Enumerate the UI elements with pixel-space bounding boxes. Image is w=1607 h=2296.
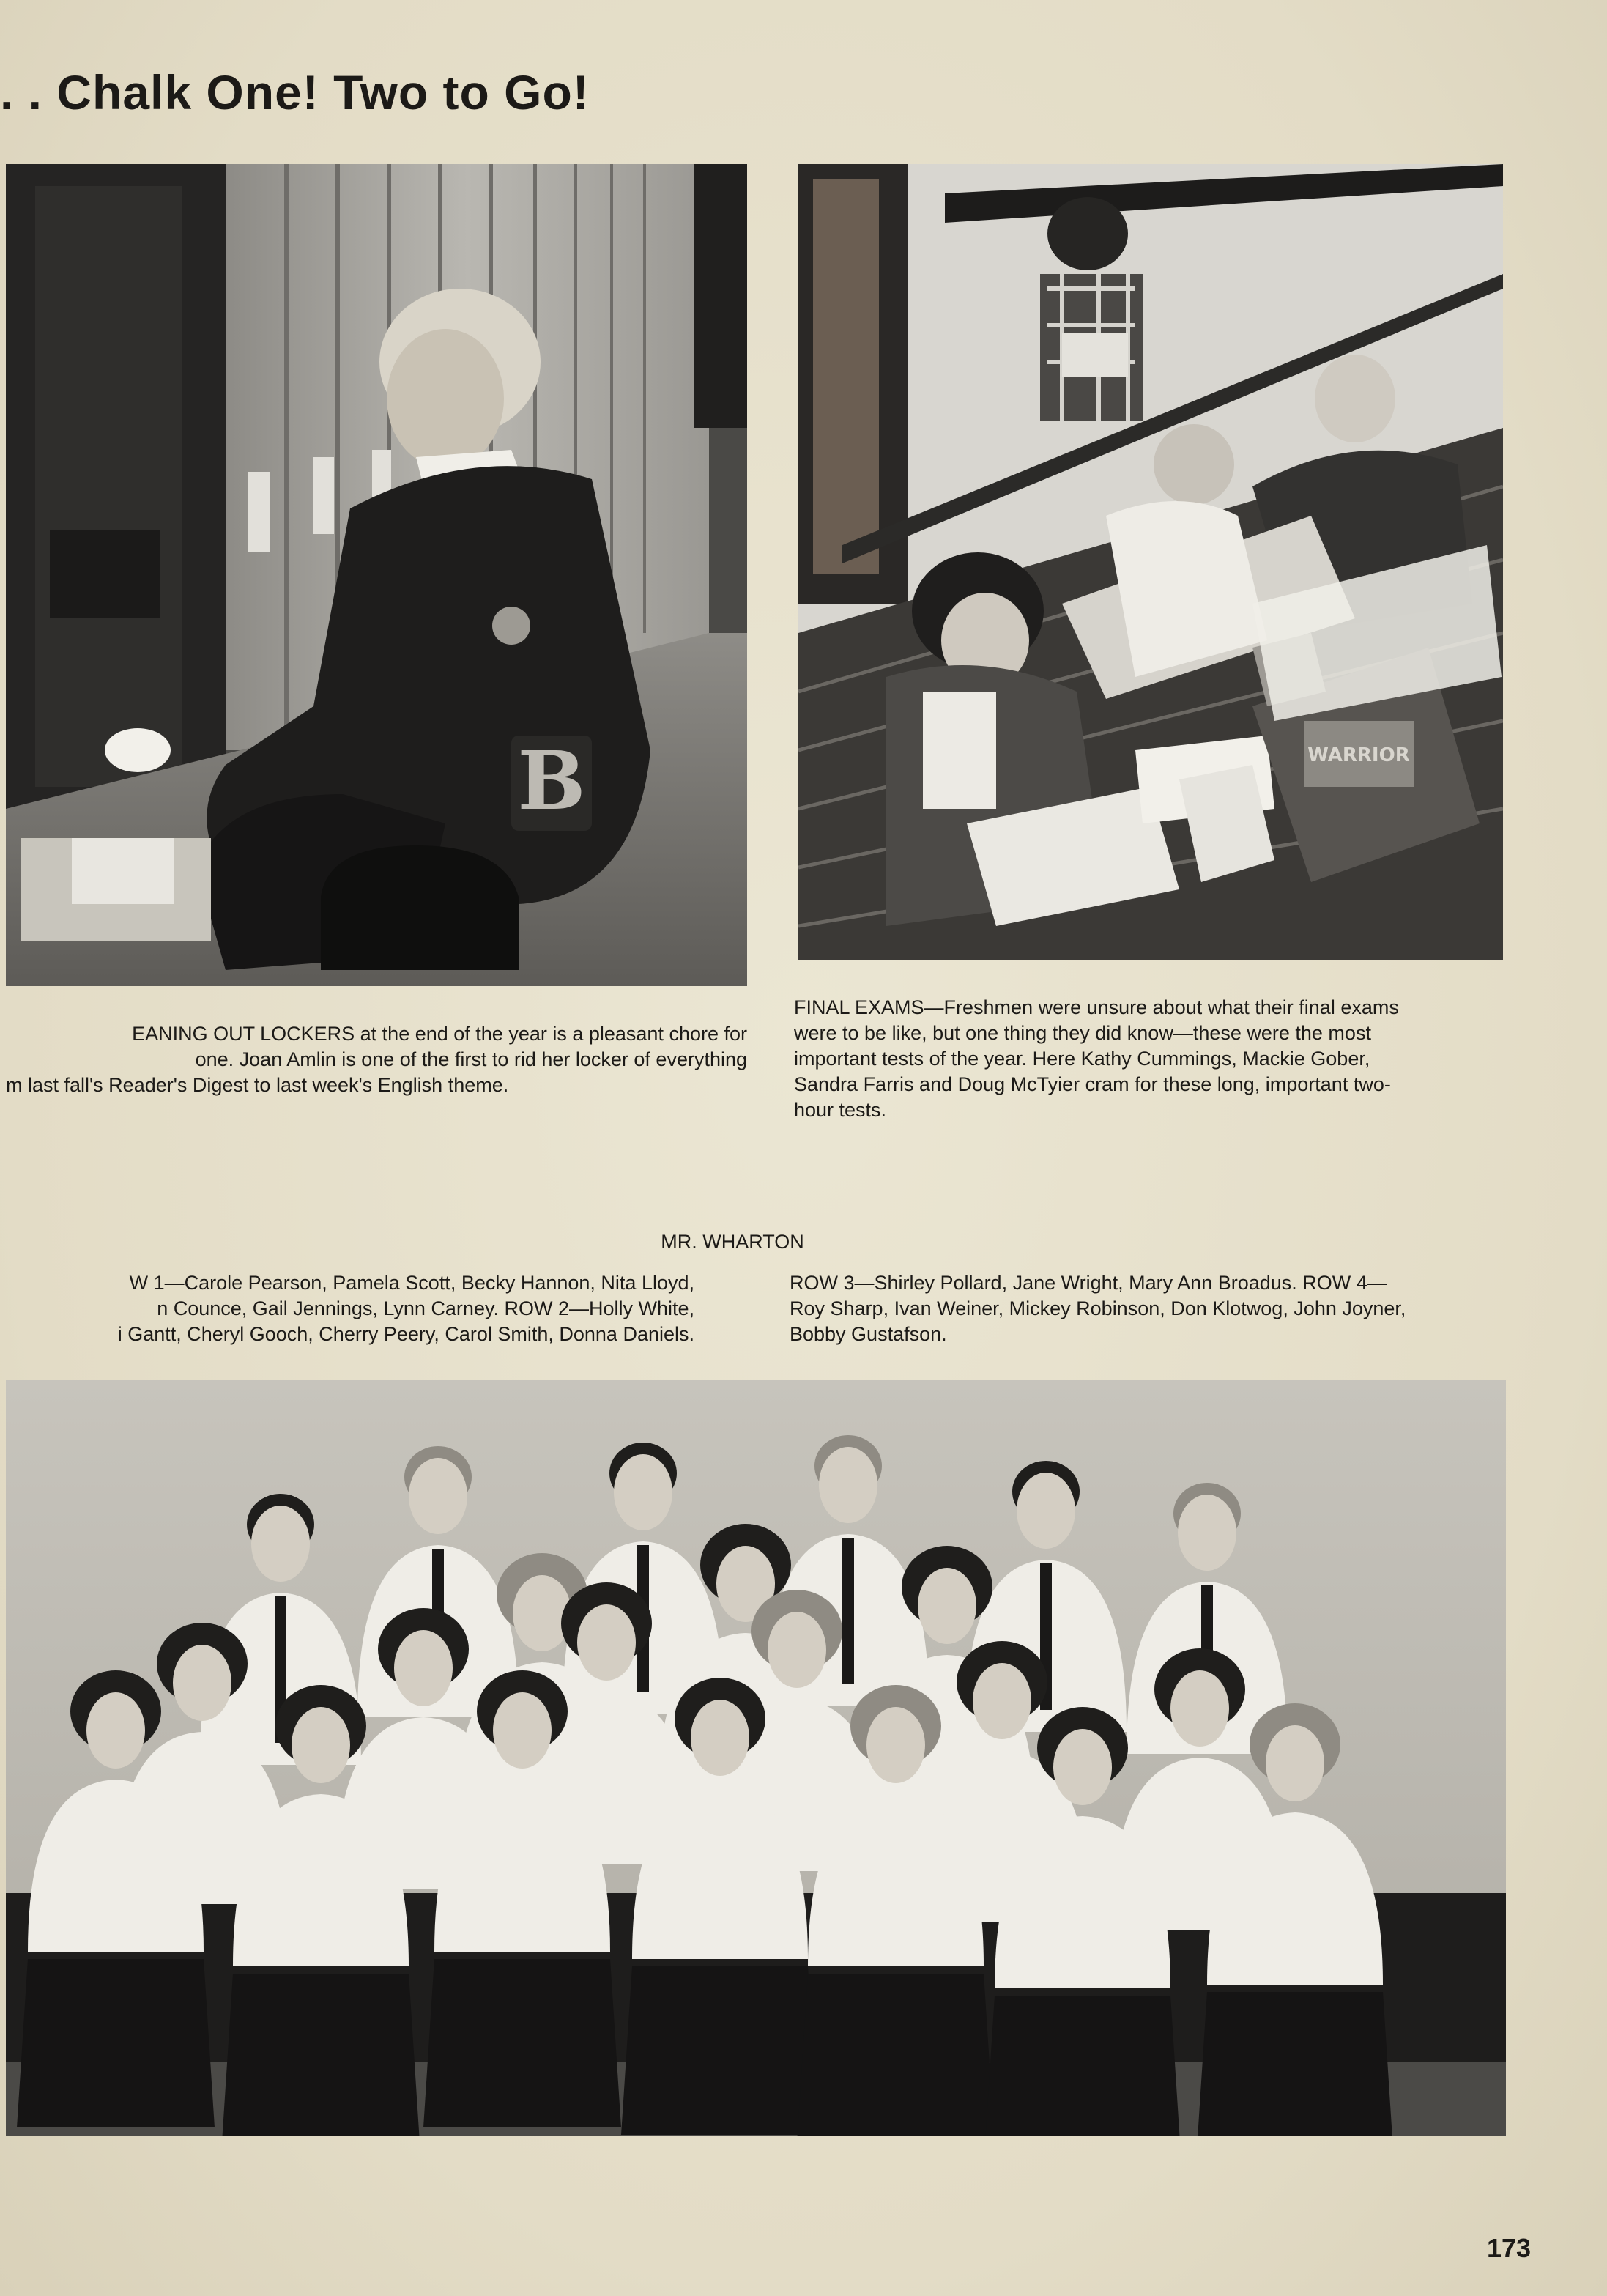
exams-caption-line: FINAL EXAMS—Freshmen were unsure about what their final exams [794, 996, 1399, 1018]
skirt [797, 1974, 995, 2136]
skirt [423, 1959, 621, 2127]
page-number: 173 [1487, 2233, 1532, 2263]
svg-text:B: B [517, 733, 586, 828]
exams-caption-line: were to be like, but one thing they did know—these were the most [794, 1022, 1371, 1044]
names-line: ROW 3—Shirley Pollard, Jane Wright, Mary Ann Broadus. ROW 4— [790, 1272, 1387, 1294]
exams-caption-line: important tests of the year. Here Kathy Cummings, Mackie Gober, [794, 1048, 1370, 1070]
group-photo-illustration [6, 1380, 1506, 2136]
exams-photo [798, 164, 1503, 960]
names-line: W 1—Carole Pearson, Pamela Scott, Becky Hannon, Nita Lloyd, [129, 1272, 694, 1294]
locker-caption-line: m last fall's Reader's Digest to last week's English theme. [6, 1074, 509, 1096]
skirt [17, 1959, 215, 2127]
homeroom-group-photo [6, 1380, 1506, 2136]
locker-photo-illustration [6, 164, 747, 986]
exams-caption-line: Sandra Farris and Doug McTyier cram for these long, important two- [794, 1073, 1391, 1095]
names-line: n Counce, Gail Jennings, Lynn Carney. ROW 2—Holly White, [157, 1297, 694, 1319]
locker-caption-line: EANING OUT LOCKERS at the end of the year is a pleasant chore for [132, 1023, 747, 1045]
skirt [984, 1996, 1181, 2136]
locker-photo [6, 164, 747, 986]
exams-photo-illustration [798, 164, 1503, 960]
homeroom-names-left [0, 1270, 694, 1347]
homeroom-teacher: MR. WHARTON [661, 1231, 804, 1253]
names-line: i Gantt, Cheryl Gooch, Cherry Peery, Carol Smith, Donna Daniels. [117, 1323, 694, 1345]
page-title: . . Chalk One! Two to Go! [0, 65, 590, 119]
exams-caption [794, 995, 1512, 1123]
skirt [222, 1974, 420, 2136]
locker-caption-line: one. Joan Amlin is one of the first to rid her locker of everything [195, 1048, 747, 1070]
exams-caption-line: hour tests. [794, 1099, 887, 1121]
names-line: Bobby Gustafson. [790, 1323, 947, 1345]
svg-text:WARRIOR: WARRIOR [1307, 744, 1410, 766]
locker-caption [6, 1021, 747, 1098]
names-line: Roy Sharp, Ivan Weiner, Mickey Robinson, Don Klotwog, John Joyner, [790, 1297, 1406, 1319]
skirt [1196, 1992, 1394, 2136]
homeroom-names-right [790, 1270, 1506, 1347]
skirt [621, 1966, 819, 2135]
